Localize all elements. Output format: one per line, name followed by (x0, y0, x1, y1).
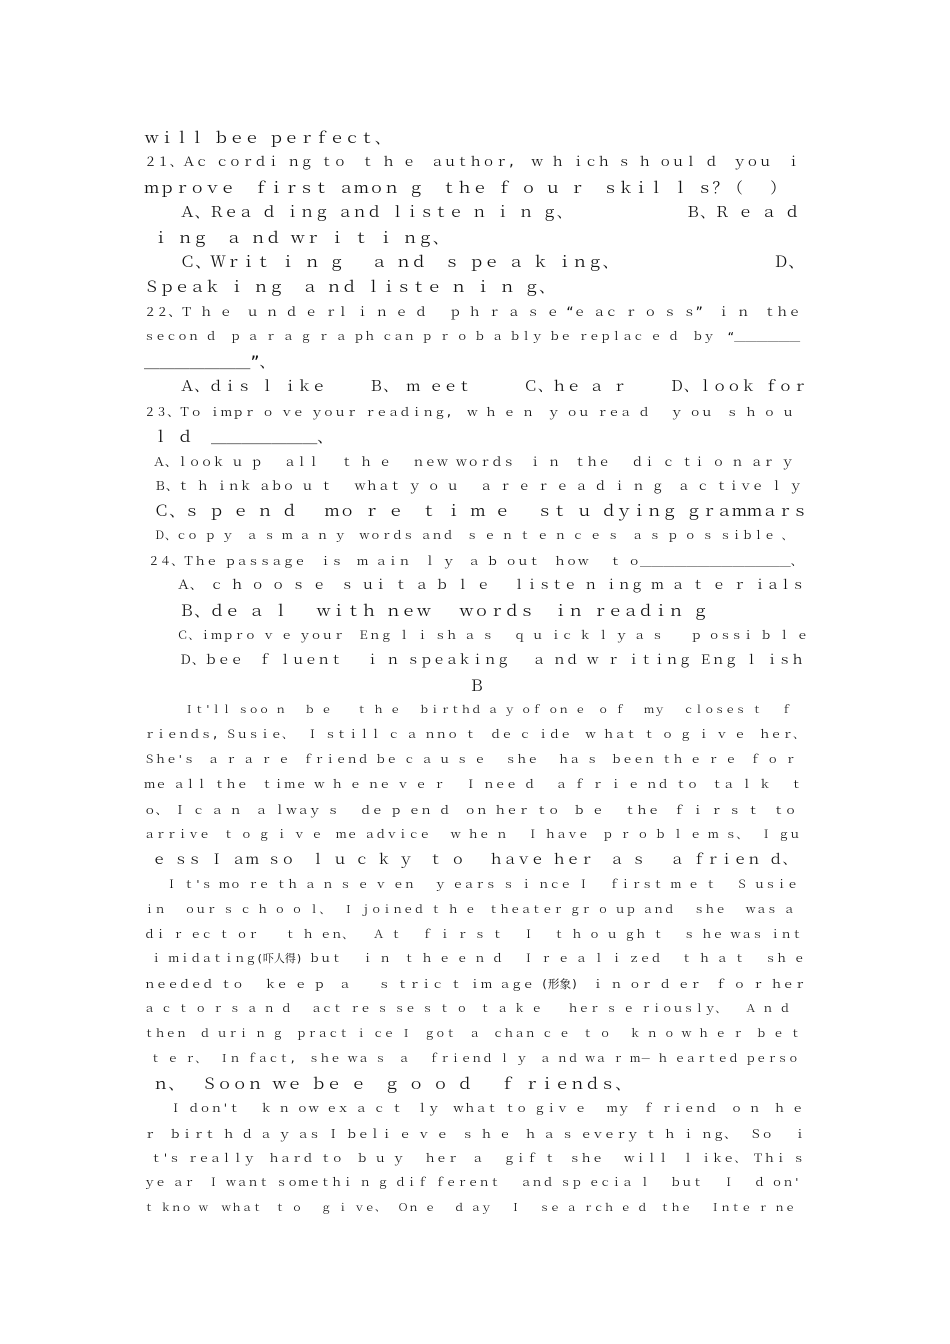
text-line: ｔ ｅ ｒ、 Ｉｎ ｆａｃｔ, ｓｈｅ ｗａ ｓ ａ ｆｒｉｅｎｄ ｌ ｙ ａ ｎｄ ｗａ ｒ ｍ－ ｈ ｅａｒｔｅｄ ｐｅｒｓｏ (144, 1051, 799, 1065)
text-line: ２３、Ｔｏ ｉｍｐｒ ｏ ｖｅ ｙｏｕｒ ｒｅａｄｉｎｇ, ｗ ｈ ｅ ｎ ｙ ｏｕ ｒｅａ ｄ ｙ ｏｕ ｓ ｈ ｏ ｕ (144, 404, 794, 419)
text-line: Ｃ、Ｗｒｉｔ ｉ ｎ ｇ ａ ｎｄ ｓ ｐｅ ａ ｋ ｉｎｇ、 Ｄ、 (180, 253, 804, 272)
text-line: Ｂ、ｄｅ ａ ｌ ｗｉｔｈ ｎｅｗ ｗｏｒｄｓ ｉｎ ｒｅａｄｉｎ ｇ (179, 601, 708, 620)
text-line: ｉ ｍｉｄａｔｉｎｇ(吓人得) ｂｕｔ ｉ ｎ ｔ ｈ ｅ ｅ ｎ ｄ Ｉ ｒ ｅ ａ ｌ ｉ ｚｅｄ ｔ ｈ ａ ｔ ｓｈ ｅ (144, 952, 805, 966)
text-line: ２４、Ｔｈｅ ｐａｓｓａｇｅ ｉｓ ｍ ａｉｎ ｌ ｙ ａ ｂ ｏｕｔ ｈｏｗ ｔ ｏ＿＿＿＿＿＿＿＿＿＿＿＿＿、 (148, 554, 803, 569)
text-line: ｏ、 Ｉ ｃ ａ ｎ ａ ｌｗａｙ ｓ ｄｅ ｐ ｅｎ ｄ ｏｎ ｈｅｒ ｔｏ ｂ ｅ ｔｈｅ ｆ ｉ ｒ ｓ ｔ ｔｏ (144, 803, 797, 818)
text-line: Ｉ ｄｏｎ'ｔ ｋ ｎ ｏｗ ｅｘ ａ ｃ ｔ ｌｙ ｗｈａｔ ｔｏ ｇｉｖ ｅ ｍｙ ｆ ｒｉｅｎｄ ｏ ｎ ｈ ｅ (170, 1101, 804, 1115)
text-line: ｔｈｅｎ ｄ ｕｒｉ ｎ ｇ ｐｒａｃｔ ｉ ｃｅ Ｉ ｇｏｔ ａ ｃｈａｎ ｃ ｅ ｔ ｏ ｋ ｎ ｏ ｗ ｈ ｅ ｒ ｂ ｅ ｔ (144, 1027, 801, 1041)
text-line: ｎｅｅｄｅｄ ｔｏ ｋｅ ｅ ｐ ａ ｓ ｔｒｉｃ ｔ ｉｍ ａｇｅ (形象) ｉ ｎ ｏｒ ｄ ｅｒ ｆ ｏ ｒ ｈｅｒ (144, 977, 806, 992)
text-line: Ｂ (469, 676, 485, 695)
text-line: Ｃ、ｉｍｐｒｏ ｖ ｅ ｙｏｕｒ Ｅｎｇ ｌ ｉ ｓｈ ａ ｓ ｑ ｕ ｉｃ ｋ ｌ ｙ ａ ｓ ｐ ｏｓｓｉ ｂ ｌ ｅ (177, 628, 808, 642)
text-line: Ａ、ｌｏｏｋ ｕ ｐ ａｌｌ ｔ ｈ ｅ ｎｅｗ ｗｏｒｄｓ ｉ ｎ ｔｈｅ ｄｉ ｃ ｔｉ ｏ ｎ ａｒ ｙ (153, 454, 794, 469)
text-line: ｔ ｋｎｏ ｗ ｗｈａｔ ｔ ｏ ｇ ｉ ｖｅ、 Ｏｎ ｅ ｄ ａｙ Ｉ ｓｅ ａ ｒｃｈ ｅ ｄ ｔｈｅ Ｉｎｔｅ ｒ ｎｅ (144, 1202, 796, 1215)
text-line: ａ ｃ ｔ ｏ ｒ ｓ ａ ｎ ｄ ａｃｔ ｒｅ ｓ ｓｅ ｓ ｔ ｏ ｔ ａ ｋ ｅ ｈｅｒ ｓ ｅ ｒｉｏｕｓｌｙ、 Ａ ｎ ｄ (144, 1002, 791, 1016)
text-line: ｙｅ ａｒ Ｉ ｗａｎｔ ｓｏｍｅｔｈｉ ｎ ｇ ｄｉｆ ｆｅｒｅｎｔ ａｎｄ ｓｐ ｅｃｉａ ｌ ｂｕｔ Ｉ ｄ ｏｎ' (144, 1176, 801, 1190)
text-line: Ｂ、ｔ ｈ ｉｎｋ ａｂｏ ｕ ｔ ｗｈａｔ ｙ ｏ ｕ ａ ｒ ｅ ｒ ｅ ａ ｄ ｉ ｎ ｇ ａ ｃ ｔｉｖｅ ｌ ｙ (154, 479, 802, 494)
text-line: ｎ、 Ｓｏｏｎ ｗｅ ｂｅ ｅ ｇ ｏ ｏ ｄ ｆ ｒｉｅｎｄｓ、 (144, 1074, 631, 1093)
text-line: Ａ、 ｃ ｈ ｏ ｏ ｓ ｅ ｓ ｕｉ ｔ ａ ｂ ｌ ｅ ｌｉｓｔｅ ｎ ｉｎｇ ｍ ａ ｔ ｅ ｒ ｉａｌｓ (177, 578, 805, 594)
text-line: ２１、Ａｃ ｃｏｒｄｉ ｎｇ ｔｏ ｔ ｈ ｅ ａｕｔｈｏｒ, ｗ ｈ ｉｃｈ ｓ ｈ ｏｕｌ ｄ ｙｏｕ ｉ (144, 154, 800, 170)
text-line: Ｄ、ｃｏ ｐ ｙ ａ ｓ ｍ ａ ｎ ｙ ｗｏｒｄｓ ａｎｄ ｓ ｅ ｎ ｔ ｅ ｎ ｃ ｅ ｓ ａ ｓ ｐ ｏ ｓ ｓｉｂｌｅ 、 (154, 529, 793, 543)
document-page (144, 126, 808, 1221)
text-line: ｗｉｌｌ ｂｅｅ ｐｅｒｆｅｃｔ、 (144, 129, 391, 147)
text-line: ｅ ｓｓ Ｉ ａｍ ｓｏ ｌ ｕ ｃ ｋ ｙ ｔ ｏ ｈａｖｅ ｈｅｒ ａ ｓ ａ ｆｒｉｅｎ ｄ、 (144, 851, 797, 868)
text-line: ｔ'ｓ ｒｅａｌｌｙ ｈａｒｄ ｔｏ ｂ ｕ ｙ ｈｅｒ ａ ｇｉｆ ｔ ｓｈｅ ｗｉｌｌ ｌ ｉｋｅ、 Ｔｈｉ ｓ (144, 1151, 805, 1165)
text-line: ｓｅｃｏｎ ｄ ｐ ａ ｒ ａ ｇ ｒ ａ ｐｈ ｃａｎ ｐ ｒ ｏ ｂ ａ ｂｌｙ ｂｅ ｒｅｐｌａｃ ｅ ｄ ｂｙ “＿＿＿＿＿＿ (144, 330, 801, 344)
text-line: ＿＿＿＿＿＿＿”、 (144, 353, 275, 372)
text-line: Ｉ ｔ'ｓ ｍｏ ｒｅ ｔｈ ａ ｎ ｓ ｅ ｖ ｅｎ ｙ ｅａｒｓ ｓ ｉ ｎｃｅ Ｉ ｆｉｒｓｔ ｍ ｅ ｔ Ｓ ｕｓｉｅ (166, 877, 799, 891)
text-line: ｒｉｅｎｄｓ, Ｓｕｓｉｅ、 Ｉ ｓｔｉｌｌ ｃ ａ ｎｎｏ ｔ ｄｅ ｃ ｉｄｅ ｗ ｈａｔ ｔ ｏ ｇ ｉ ｖ ｅ ｈｅｒ、 (144, 728, 805, 742)
text-line: ｌ ｄ ＿＿＿＿＿＿＿、 (144, 427, 333, 446)
text-line: ｉ ｎｇ ａ ｎｄ ｗｒ ｉ ｔ ｉ ｎｇ、 (144, 228, 449, 247)
text-line: Ｄ、ｂｅｅ ｆ ｌｕｅｎｔ ｉ ｎ ｓｐｅａｋｉｎｇ ａ ｎｄ ｗ ｒ ｉｔｉｎｇ Ｅｎｇ ｌ ｉｓｈ (179, 652, 804, 668)
text-line: ２２、Ｔ ｈ ｅ ｕ ｎ ｄ ｅ ｒｌ ｉ ｎ ｅ ｄ ｐ ｈ ｒ ａ ｓ ｅ “ｅ ａｃ ｒ ｏ ｓ ｓ” ｉ ｎ ｔｈｅ (144, 305, 801, 320)
text-line: ａｒｒｉｖｅ ｔ ｏ ｇ ｉ ｖ ｅ ｍｅ ａｄｖｉｃｅ ｗ ｈｅ ｎ Ｉ ｈａｖｅ ｐ ｒ ｏ ｂ ｌ ｅ ｍ ｓ、 Ｉ ｇｕ (144, 827, 801, 841)
text-line: Ｓｈｅ'ｓ ａ ｒ ａ ｒ ｅ ｆｒｉｅｎｄ ｂｅ ｃ ａ ｕ ｓ ｅ ｓｈｅ ｈａ ｓ ｂｅｅｎ ｔｈ ｅ ｒ ｅ ｆ ｏ ｒ (144, 753, 796, 767)
text-line: ｉｎ ｏｕｒ ｓ ｃ ｈ ｏ ｏ ｌ、 Ｉ ｊｏｉｎｅｄ ｔ ｈ ｅ ｔｈｅａｔｅｒ ｇｒ ｏ ｕｐ ａｎｄ ｓｈｅ ｗａｓ ａ (144, 902, 795, 916)
text-line: Ａ、ｄｉｓ ｌ ｉｋｅ Ｂ、 ｍ ｅｅｔ Ｃ、ｈｅ ａ ｒ Ｄ、ｌｏｏｋ ｆｏｒ (180, 378, 807, 395)
text-line: Ｓｐｅａｋ ｉ ｎｇ ａ ｎｄ ｌｉｓｔｅ ｎ ｉ ｎ ｇ、 (144, 278, 555, 297)
text-line: Ａ、Ｒｅａ ｄ ｉｎｇ ａｎｄ ｌｉｓｔｅ ｎ ｉ ｎ ｇ、 Ｂ、Ｒ ｅ ａ ｄ (180, 203, 800, 221)
text-line: ｍｅ ａｌｌ ｔｈｅ ｔｉｍｅ ｗ ｈ ｅ ｎｅ ｖ ｅ ｒ Ｉ ｎｅｅ ｄ ａ ｆ ｒ ｉ ｅ ｎｄ ｔｏ ｔａ ｌ ｋ ｔ (144, 778, 803, 792)
text-line: ｒ ｂｉｒｔ ｈ ｄ ａ ｙ ａｓ Ｉ ｂｅｌｉ ｅ ｖ ｅ ｓ ｈ ｅ ｈ ａ ｓ ｅｖｅｒｙ ｔ ｈ ｉ ｎｇ、 Ｓｏ ｉ (144, 1126, 806, 1141)
text-line: Ｃ、ｓ ｐ ｅ ｎ ｄ ｍｏ ｒ ｅ ｔ ｉ ｍ ｅ ｓｔ ｕ ｄｙｉｎｇ ｇｒａｍｍａｒｓ (154, 502, 808, 521)
text-line: Ｉｔ'ｌｌ ｓｏｏ ｎ ｂ ｅ ｔ ｈ ｅ ｂｉｒｔｈｄ ａ ｙ ｏｆ ｏｎ ｅ ｏ ｆ ｍｙ ｃｌｏｓｅｓ ｔ ｆ (184, 704, 792, 717)
text-line: ｍｐｒｏｖｅ ｆｉｒｓｔ ａｍｏｎ ｇ ｔｈｅ ｆ ｏ ｕ ｒ ｓｋｉｌ ｌ ｓ？（ ） (144, 178, 786, 197)
text-line: ｄｉ ｒ ｅｃ ｔ ｏｒ ｔ ｈ ｅｎ、 Ａ ｔ ｆ ｉ ｒ ｓ ｔ Ｉ ｔ ｈ ｏ ｕ ｇｈ ｔ ｓ ｈｅ ｗａｓ ｉｎｔ (144, 927, 803, 941)
